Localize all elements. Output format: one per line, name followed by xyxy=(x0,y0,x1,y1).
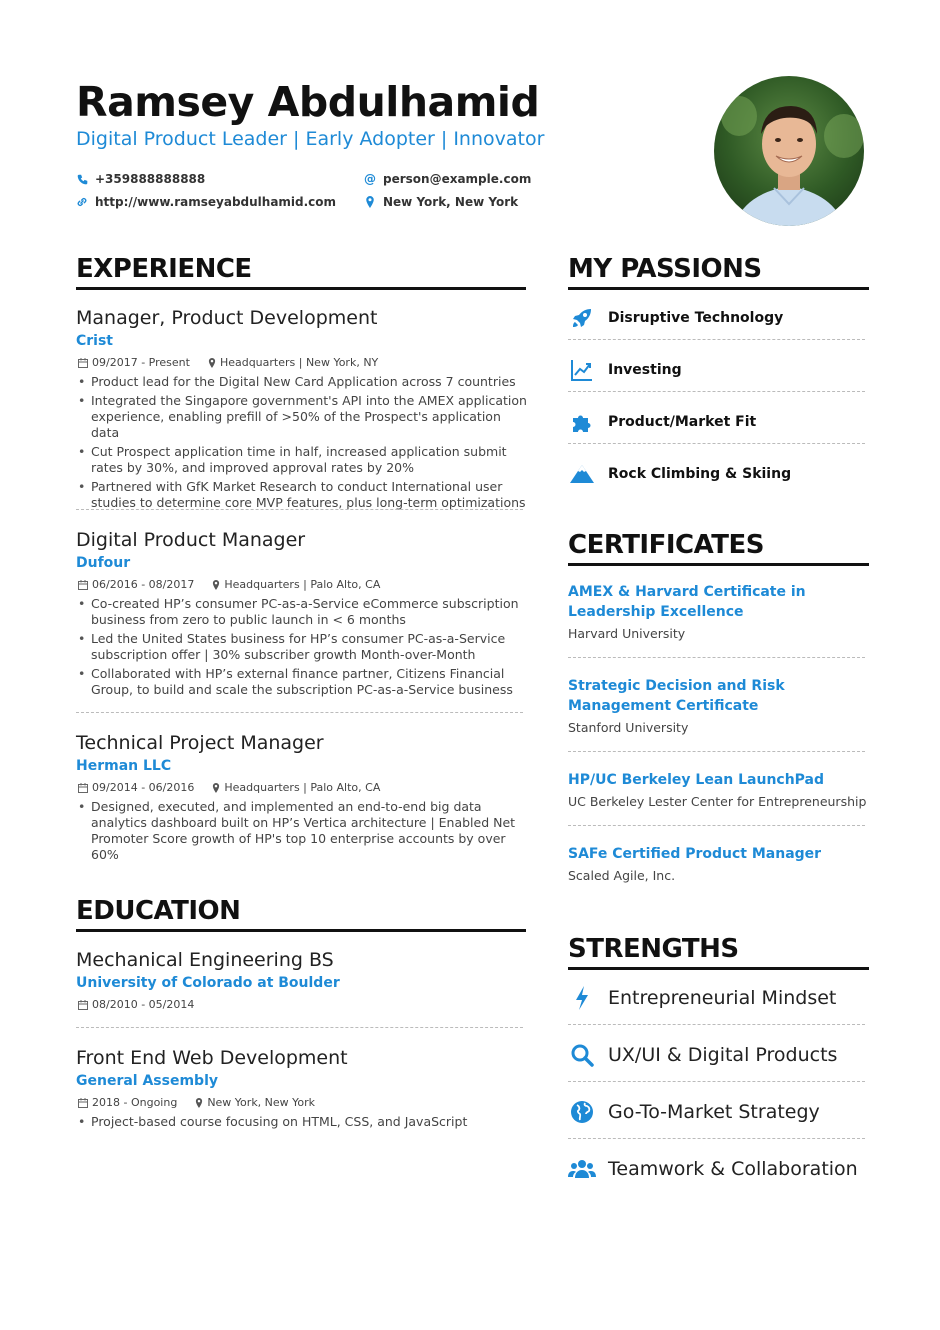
certificate-issuer: Harvard University xyxy=(568,626,686,641)
bullet-item: • Product lead for the Digital New Card Application across 7 countries xyxy=(78,374,528,390)
job-meta xyxy=(78,781,380,794)
map-marker-icon xyxy=(208,358,216,368)
calendar-icon xyxy=(78,580,88,590)
bullet-item: • Co-created HP’s consumer PC-as-a-Service eCommerce subscription business from zero to public launch in < 6 months xyxy=(78,596,528,628)
job-title: Manager, Product Development xyxy=(76,307,378,329)
school-name: University of Colorado at Boulder xyxy=(76,975,340,991)
school-name: General Assembly xyxy=(76,1073,219,1089)
divider xyxy=(568,1081,865,1082)
certificate-title: AMEX & Harvard Certificate in Leadership Excellence xyxy=(568,584,806,620)
contact-website[interactable] xyxy=(76,195,336,209)
job-bullets xyxy=(78,374,528,514)
certificate-issuer: UC Berkeley Lester Center for Entrepreneurship xyxy=(568,794,867,809)
passion-label: Product/Market Fit xyxy=(608,414,757,430)
map-marker-icon xyxy=(195,1098,203,1108)
certificate-title: HP/UC Berkeley Lean LaunchPad xyxy=(568,772,825,788)
map-marker-icon xyxy=(212,580,220,590)
job-title: Digital Product Manager xyxy=(76,529,306,551)
job-location: Headquarters | New York, NY xyxy=(219,356,379,369)
strength-item xyxy=(568,1098,820,1126)
company-name: Dufour xyxy=(76,555,131,571)
calendar-icon xyxy=(78,1000,88,1010)
divider xyxy=(568,391,865,392)
strength-label: Go-To-Market Strategy xyxy=(608,1101,820,1123)
education-dates: 08/2010 - 05/2014 xyxy=(92,998,195,1011)
company-name: Crist xyxy=(76,333,114,349)
passion-item xyxy=(568,460,791,488)
job-title: Technical Project Manager xyxy=(76,732,324,754)
bullet-item: • Led the United States business for HP’s consumer PC-as-a-Service subscription offer | 30% subscriber growth Month-over-Month xyxy=(78,631,528,663)
certificate-issuer: Scaled Agile, Inc. xyxy=(568,868,676,883)
strength-label: Entrepreneurial Mindset xyxy=(608,987,837,1009)
job-meta xyxy=(78,356,378,369)
education-location: New York, New York xyxy=(207,1096,316,1109)
divider xyxy=(76,712,523,713)
education-bullets xyxy=(78,1114,528,1133)
strength-label: UX/UI & Digital Products xyxy=(608,1044,838,1066)
certificate-issuer: Stanford University xyxy=(568,720,689,735)
job-dates: 06/2016 - 08/2017 xyxy=(92,578,195,591)
degree-title: Front End Web Development xyxy=(76,1047,348,1069)
map-marker-icon xyxy=(364,196,376,208)
company-name: Herman LLC xyxy=(76,758,172,774)
contact-email[interactable] xyxy=(364,172,531,186)
job-location: Headquarters | Palo Alto, CA xyxy=(224,578,381,591)
map-marker-icon xyxy=(212,783,220,793)
email-text: person@example.com xyxy=(383,172,532,186)
globe-icon xyxy=(568,1098,596,1126)
passion-label: Investing xyxy=(608,362,682,378)
strength-item xyxy=(568,1155,858,1183)
strength-item xyxy=(568,984,836,1012)
job-bullets xyxy=(78,596,528,701)
calendar-icon xyxy=(78,1098,88,1108)
profile-photo xyxy=(714,76,864,226)
bullet-item: • Cut Prospect application time in half, increased application submit rates by 30%, and improved approval rates by 20% xyxy=(78,444,528,476)
divider xyxy=(568,339,865,340)
rocket-icon xyxy=(568,304,596,332)
contact-phone[interactable] xyxy=(76,172,205,186)
divider xyxy=(568,825,865,826)
job-meta xyxy=(78,578,380,591)
divider xyxy=(568,1138,865,1139)
passion-label: Disruptive Technology xyxy=(608,310,784,326)
bolt-icon xyxy=(568,984,596,1012)
bullet-item: • Partnered with GfK Market Research to conduct International user studies to determine core MVP features, plus long-term optimizations xyxy=(78,479,528,511)
puzzle-icon xyxy=(568,408,596,436)
tagline: Digital Product Leader | Early Adopter | Innovator xyxy=(76,128,545,150)
contact-location xyxy=(364,195,518,209)
passion-item xyxy=(568,408,756,436)
certificate-title: SAFe Certified Product Manager xyxy=(568,846,822,862)
mountain-icon xyxy=(568,460,596,488)
link-icon xyxy=(76,196,88,208)
bullet-item: • Integrated the Singapore government's API into the AMEX application experience, enabling prefill of >50% of the Prospect's application data xyxy=(78,393,528,441)
section-title-strengths: STRENGTHS xyxy=(568,934,869,970)
strength-item xyxy=(568,1041,837,1069)
passion-item xyxy=(568,356,682,384)
strength-label: Teamwork & Collaboration xyxy=(608,1158,858,1180)
bullet-item: • Designed, executed, and implemented an end-to-end big data analytics dashboard built on HP’s Vertica architecture | Enabled Net Promoter Score growth of HP's top 10 enterprise accounts by over 60% xyxy=(78,799,528,863)
calendar-icon xyxy=(78,783,88,793)
education-meta xyxy=(78,1096,315,1109)
divider xyxy=(568,443,865,444)
education-dates: 2018 - Ongoing xyxy=(92,1096,178,1109)
education-meta xyxy=(78,998,194,1011)
at-icon: @ xyxy=(364,172,376,186)
passion-label: Rock Climbing & Skiing xyxy=(608,466,792,482)
phone-text: +359888888888 xyxy=(95,172,206,186)
calendar-icon xyxy=(78,358,88,368)
divider xyxy=(76,1027,523,1028)
users-icon xyxy=(568,1155,596,1183)
job-dates: 09/2014 - 06/2016 xyxy=(92,781,195,794)
divider xyxy=(568,1024,865,1025)
section-title-education: EDUCATION xyxy=(76,896,526,932)
divider xyxy=(568,657,865,658)
divider xyxy=(76,509,523,510)
search-icon xyxy=(568,1041,596,1069)
job-dates: 09/2017 - Present xyxy=(92,356,190,369)
location-text: New York, New York xyxy=(383,195,519,209)
bullet-item: • Project-based course focusing on HTML, CSS, and JavaScript xyxy=(78,1114,528,1130)
passion-item xyxy=(568,304,783,332)
section-title-certificates: CERTIFICATES xyxy=(568,530,869,566)
website-text: http://www.ramseyabdulhamid.com xyxy=(95,195,337,209)
degree-title: Mechanical Engineering BS xyxy=(76,949,334,971)
bullet-item: • Collaborated with HP’s external finance partner, Citizens Financial Group, to build and scale the subscription PC-as-a-Service business xyxy=(78,666,528,698)
section-title-passions: MY PASSIONS xyxy=(568,254,869,290)
job-location: Headquarters | Palo Alto, CA xyxy=(224,781,381,794)
phone-icon xyxy=(76,173,88,185)
certificate-title: Strategic Decision and Risk Management Certificate xyxy=(568,678,785,714)
section-title-experience: EXPERIENCE xyxy=(76,254,526,290)
candidate-name: Ramsey Abdulhamid xyxy=(76,78,540,126)
chart-line-icon xyxy=(568,356,596,384)
divider xyxy=(568,751,865,752)
job-bullets xyxy=(78,799,528,866)
